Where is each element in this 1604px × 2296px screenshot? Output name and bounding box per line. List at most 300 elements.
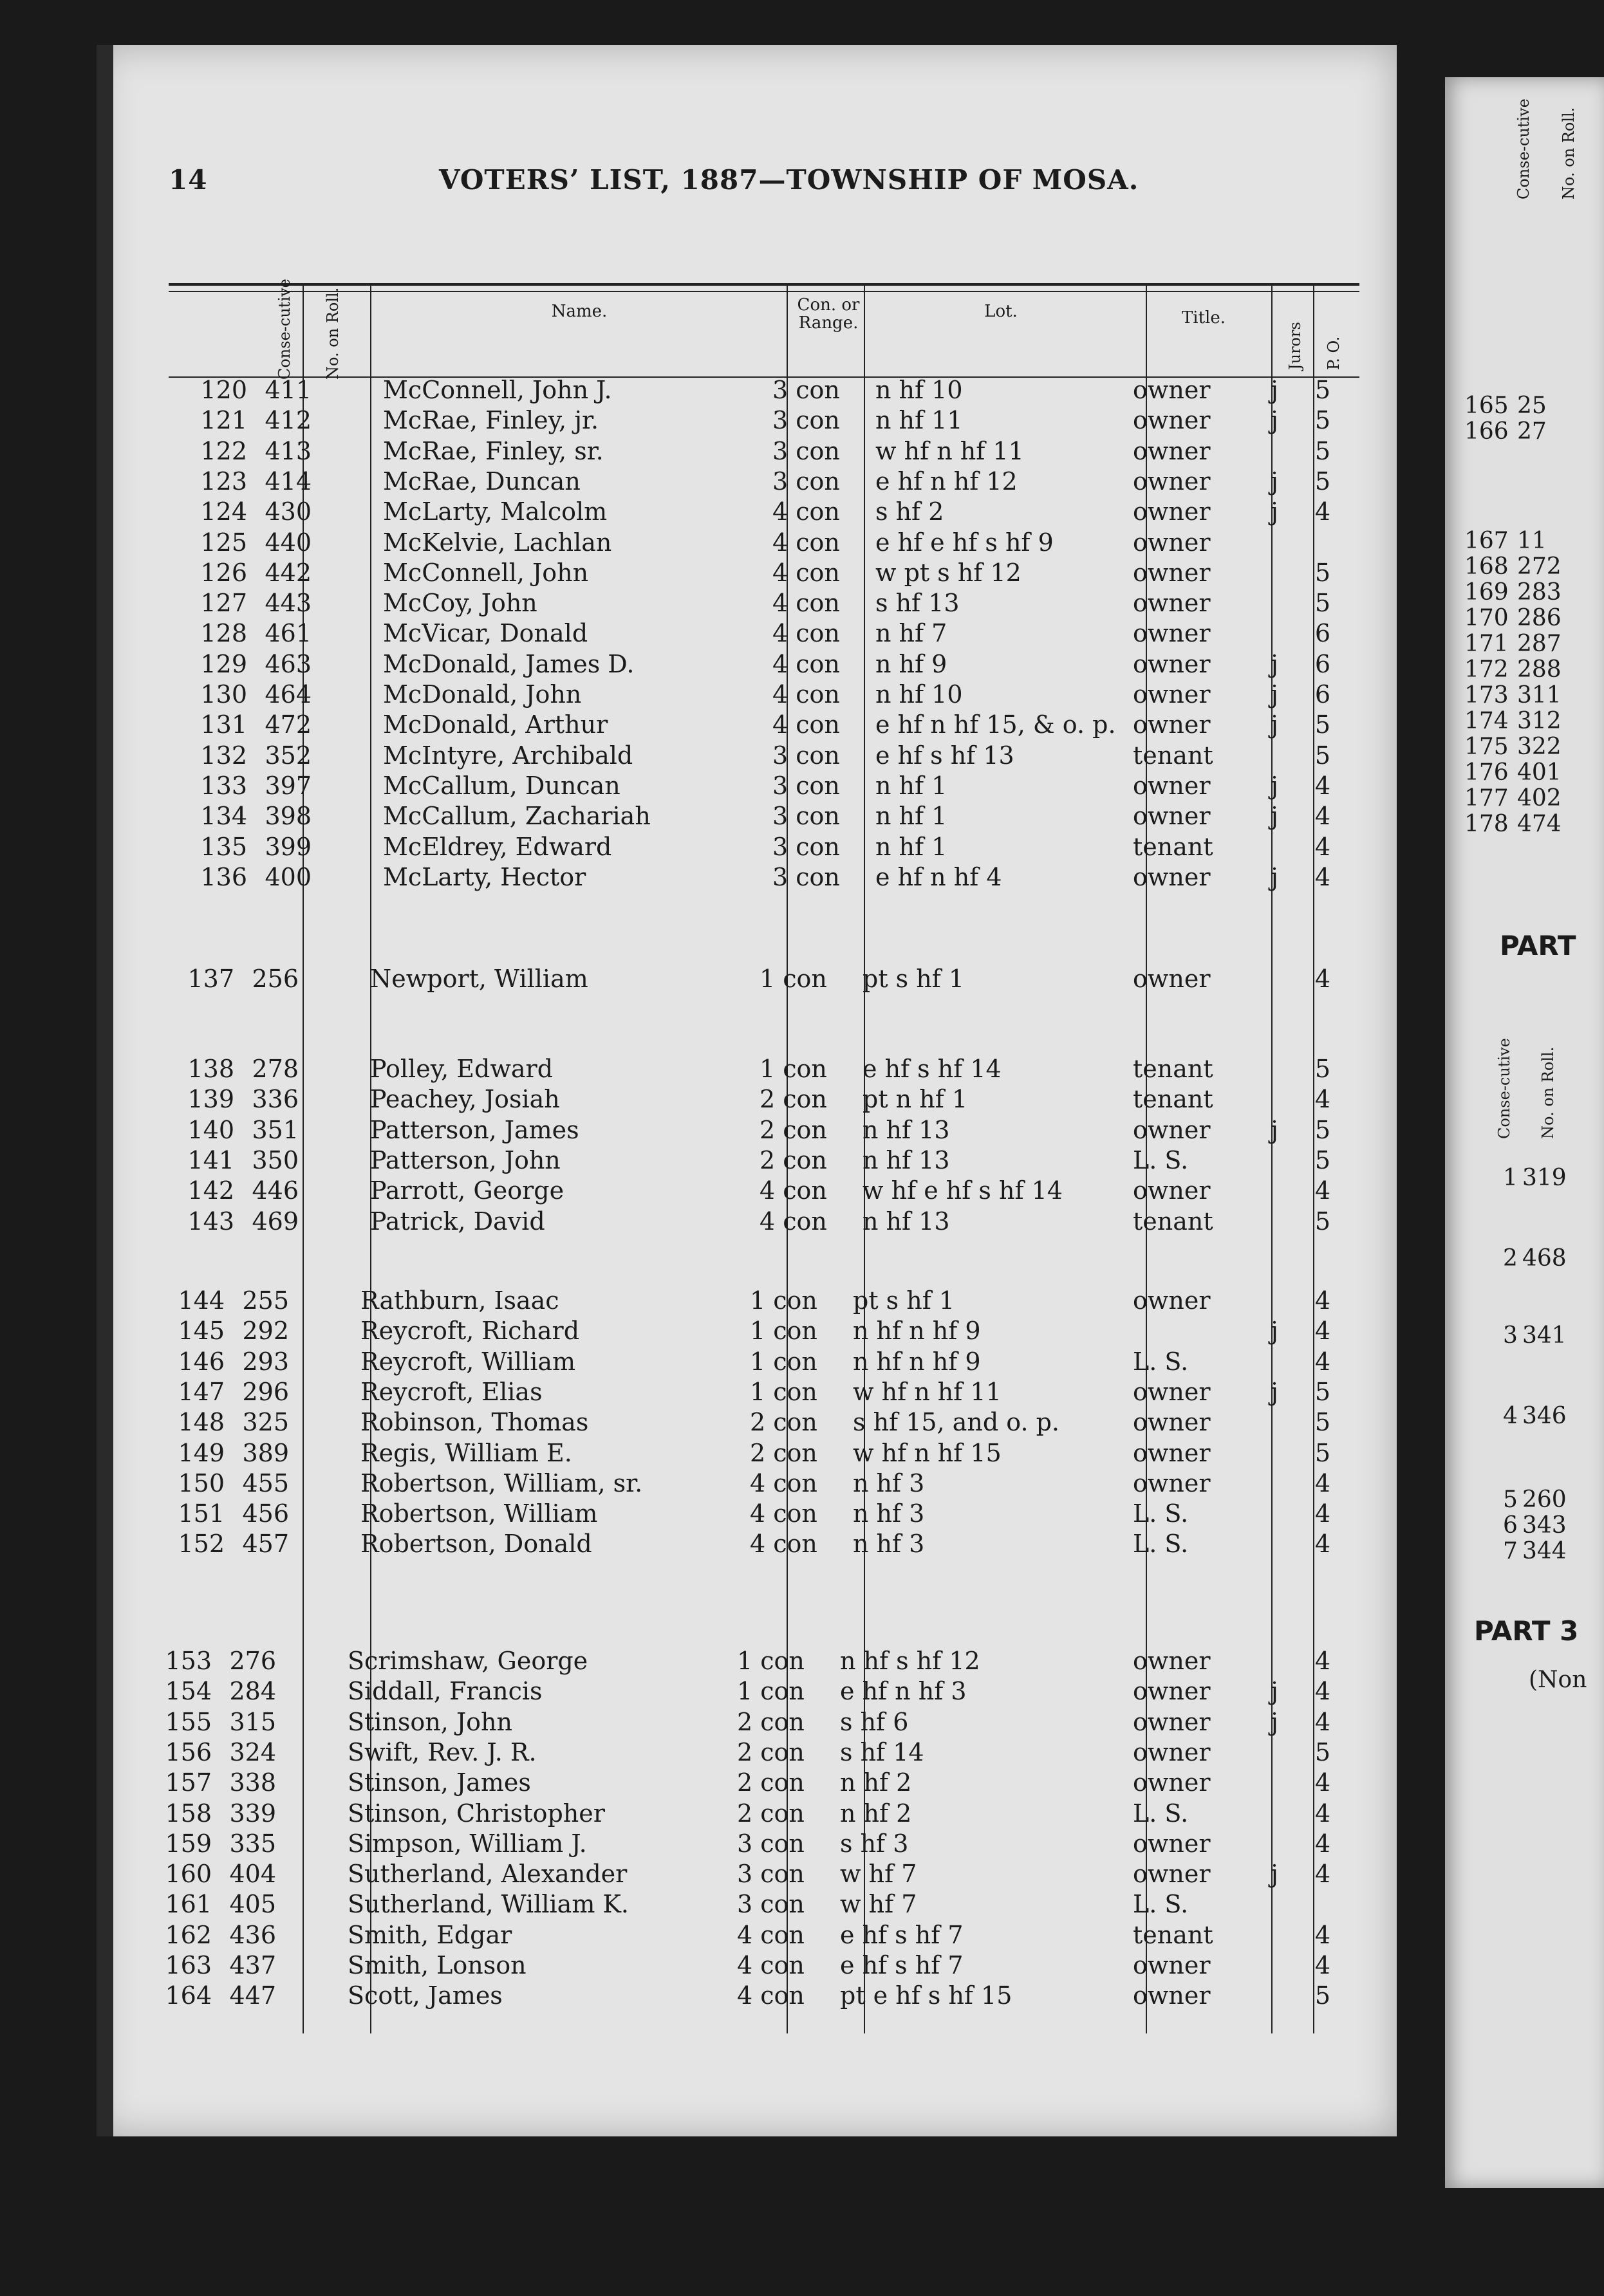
cell-po: 6 — [1314, 619, 1331, 648]
cell-n: 143 — [187, 1207, 234, 1236]
cell-con: 2 con — [760, 1145, 827, 1174]
cell-roll: 325 — [242, 1408, 289, 1437]
cell-lot: n hf 3 — [853, 1530, 925, 1559]
cell-roll: 350 — [252, 1145, 299, 1174]
rp-col-consecutive-header: Conse-cutive — [1515, 98, 1533, 199]
cell-roll: 472 — [265, 710, 312, 739]
cell-title: owner — [1133, 376, 1211, 404]
cell-roll: 256 — [252, 965, 299, 993]
cell-lot: e hf s hf 14 — [863, 1055, 1002, 1083]
rp-cell-roll: 319 — [1522, 1165, 1567, 1191]
table-row — [0, 405, 1604, 435]
cell-con: 2 con — [750, 1408, 817, 1437]
cell-po: 4 — [1314, 965, 1331, 993]
rp-cell-roll: 312 — [1517, 708, 1562, 734]
cell-title: owner — [1133, 528, 1211, 557]
cell-po: 4 — [1314, 1499, 1331, 1528]
cell-po: 5 — [1314, 1115, 1331, 1144]
cell-po: 5 — [1314, 1377, 1331, 1406]
cell-lot: w hf n hf 15 — [853, 1438, 1002, 1467]
cell-po: 4 — [1314, 1530, 1331, 1559]
cell-title: tenant — [1133, 832, 1213, 861]
cell-name: McIntyre, Archibald — [383, 741, 633, 770]
cell-n: 153 — [165, 1647, 212, 1675]
table-row — [0, 558, 1604, 588]
cell-con: 2 con — [737, 1707, 805, 1736]
cell-name: Polley, Edward — [370, 1055, 554, 1083]
cell-n: 141 — [187, 1145, 234, 1174]
cell-name: Scott, James — [348, 1981, 503, 2010]
cell-con: 4 con — [737, 1951, 805, 1979]
table-row — [0, 1499, 1604, 1528]
table-row — [0, 1859, 1604, 1889]
cell-title: L. S. — [1133, 1799, 1189, 1828]
cell-title: L. S. — [1133, 1347, 1189, 1376]
cell-po: 4 — [1314, 1799, 1331, 1828]
cell-name: Robertson, Donald — [360, 1530, 592, 1559]
rp-cell-n: 170 — [1464, 605, 1509, 631]
cell-roll: 335 — [229, 1829, 276, 1858]
table-row — [0, 1438, 1604, 1468]
cell-roll: 400 — [265, 862, 312, 891]
cell-title: owner — [1133, 802, 1211, 831]
table-row — [0, 1115, 1604, 1145]
cell-name: Smith, Lonson — [348, 1951, 527, 1979]
cell-title: L. S. — [1133, 1530, 1189, 1559]
cell-roll: 455 — [242, 1468, 289, 1497]
cell-name: McRae, Finley, jr. — [383, 406, 599, 435]
cell-lot: e hf s hf 13 — [875, 741, 1014, 770]
cell-roll: 284 — [229, 1677, 276, 1706]
rp-cell-n: 6 — [1503, 1512, 1518, 1539]
cell-po: 4 — [1314, 1677, 1331, 1706]
cell-title: owner — [1133, 436, 1211, 465]
rp-cell-n: 173 — [1464, 682, 1509, 708]
cell-con: 4 con — [772, 649, 840, 678]
cell-roll: 398 — [265, 802, 312, 831]
cell-jur: j — [1271, 376, 1278, 404]
page-header — [169, 164, 1173, 209]
cell-name: Robinson, Thomas — [360, 1408, 589, 1437]
table-row — [0, 1799, 1604, 1828]
cell-roll: 338 — [229, 1768, 276, 1797]
cell-n: 124 — [200, 497, 247, 526]
cell-po: 5 — [1314, 436, 1331, 465]
rp-cell-roll: 11 — [1517, 528, 1547, 554]
table-row — [0, 618, 1604, 648]
rp-cell-n: 165 — [1464, 393, 1509, 419]
table-row — [0, 1737, 1604, 1767]
rp-cell-n: 4 — [1503, 1403, 1518, 1429]
table-row — [0, 375, 1604, 405]
cell-n: 156 — [165, 1737, 212, 1766]
cell-title: owner — [1133, 558, 1211, 587]
cell-title: owner — [1133, 1647, 1211, 1675]
cell-con: 3 con — [772, 771, 840, 800]
cell-name: Newport, William — [370, 965, 588, 993]
rp-cell-n: 176 — [1464, 759, 1509, 786]
rp-cell-roll: 272 — [1517, 553, 1562, 580]
cell-n: 149 — [178, 1438, 225, 1467]
cell-n: 133 — [200, 771, 247, 800]
cell-n: 126 — [200, 558, 247, 587]
cell-roll: 457 — [242, 1530, 289, 1559]
col-consecutive-header: Conse-cutive — [275, 279, 294, 380]
table-row — [0, 1084, 1604, 1114]
cell-title: tenant — [1133, 1055, 1213, 1083]
cell-roll: 278 — [252, 1055, 299, 1083]
cell-n: 121 — [200, 406, 247, 435]
cell-title: owner — [1133, 1115, 1211, 1144]
table-row — [0, 588, 1604, 618]
cell-roll: 446 — [252, 1176, 299, 1205]
cell-con: 3 con — [737, 1890, 805, 1919]
cell-po: 4 — [1314, 1860, 1331, 1889]
table-row — [0, 710, 1604, 739]
cell-roll: 336 — [252, 1085, 299, 1114]
cell-po: 4 — [1314, 1176, 1331, 1205]
rp-cell-n: 5 — [1503, 1486, 1518, 1513]
cell-name: Patterson, James — [370, 1115, 579, 1144]
cell-roll: 440 — [265, 528, 312, 557]
cell-n: 151 — [178, 1499, 225, 1528]
cell-con: 2 con — [737, 1799, 805, 1828]
cell-po: 4 — [1314, 1468, 1331, 1497]
cell-name: McEldrey, Edward — [383, 832, 612, 861]
cell-title: tenant — [1133, 741, 1213, 770]
cell-con: 4 con — [772, 589, 840, 618]
cell-name: McVicar, Donald — [383, 619, 588, 648]
table-row — [0, 1676, 1604, 1706]
table-row — [0, 964, 1604, 994]
rp-part-heading-2: PART 3 — [1474, 1615, 1579, 1647]
rp-cell-roll: 401 — [1517, 759, 1562, 786]
cell-lot: n hf s hf 12 — [840, 1647, 980, 1675]
cell-con: 4 con — [737, 1981, 805, 2010]
cell-po: 4 — [1314, 497, 1331, 526]
cell-roll: 411 — [265, 376, 312, 404]
cell-roll: 413 — [265, 436, 312, 465]
cell-lot: pt n hf 1 — [863, 1085, 968, 1114]
cell-n: 158 — [165, 1799, 212, 1828]
cell-name: Stinson, Christopher — [348, 1799, 605, 1828]
cell-n: 123 — [200, 467, 247, 495]
cell-lot: s hf 13 — [875, 589, 960, 618]
cell-con: 2 con — [750, 1438, 817, 1467]
cell-title: owner — [1133, 710, 1211, 739]
cell-lot: n hf 13 — [863, 1115, 950, 1144]
table-row — [0, 741, 1604, 770]
cell-lot: e hf n hf 3 — [840, 1677, 967, 1706]
cell-jur: j — [1271, 497, 1278, 526]
rp-col-roll-header-2: No. on Roll. — [1539, 1046, 1557, 1139]
cell-jur: j — [1271, 1377, 1278, 1406]
cell-jur: j — [1271, 649, 1278, 678]
cell-con: 4 con — [737, 1920, 805, 1949]
rp-cell-roll: 402 — [1517, 785, 1562, 811]
cell-lot: n hf 10 — [875, 680, 963, 708]
cell-lot: n hf 3 — [853, 1499, 925, 1528]
table-row — [0, 467, 1604, 496]
cell-name: McDonald, Arthur — [383, 710, 608, 739]
cell-roll: 315 — [229, 1707, 276, 1736]
cell-roll: 436 — [229, 1920, 276, 1949]
cell-po: 4 — [1314, 771, 1331, 800]
cell-lot: w pt s hf 12 — [875, 558, 1021, 587]
cell-con: 4 con — [760, 1176, 827, 1205]
cell-n: 160 — [165, 1860, 212, 1889]
cell-title: owner — [1133, 649, 1211, 678]
cell-po: 4 — [1314, 862, 1331, 891]
cell-title: owner — [1133, 1951, 1211, 1979]
rp-cell-n: 171 — [1464, 631, 1509, 657]
cell-jur: j — [1271, 467, 1278, 495]
cell-roll: 443 — [265, 589, 312, 618]
cell-title: owner — [1133, 1860, 1211, 1889]
cell-roll: 352 — [265, 741, 312, 770]
cell-name: Swift, Rev. J. R. — [348, 1737, 537, 1766]
cell-title: owner — [1133, 1286, 1211, 1315]
cell-name: McCoy, John — [383, 589, 537, 618]
rp-cell-roll: 474 — [1517, 811, 1562, 837]
cell-title: owner — [1133, 497, 1211, 526]
cell-jur: j — [1271, 1677, 1278, 1706]
cell-title: owner — [1133, 1677, 1211, 1706]
cell-con: 4 con — [760, 1207, 827, 1236]
cell-lot: n hf 2 — [840, 1799, 912, 1828]
table-row — [0, 680, 1604, 709]
rp-cell-roll: 341 — [1522, 1322, 1567, 1349]
cell-con: 3 con — [772, 376, 840, 404]
cell-roll: 464 — [265, 680, 312, 708]
cell-roll: 469 — [252, 1207, 299, 1236]
cell-lot: n hf 7 — [875, 619, 947, 648]
cell-con: 3 con — [772, 862, 840, 891]
cell-con: 4 con — [772, 619, 840, 648]
cell-lot: n hf n hf 9 — [853, 1347, 981, 1376]
rp-cell-roll: 25 — [1517, 393, 1547, 419]
cell-title: owner — [1133, 1176, 1211, 1205]
cell-name: Reycroft, Richard — [360, 1317, 580, 1346]
cell-n: 161 — [165, 1890, 212, 1919]
cell-n: 150 — [178, 1468, 225, 1497]
cell-n: 155 — [165, 1707, 212, 1736]
cell-po: 4 — [1314, 1829, 1331, 1858]
cell-lot: n hf 1 — [875, 832, 947, 861]
cell-n: 138 — [187, 1055, 234, 1083]
cell-n: 163 — [165, 1951, 212, 1979]
cell-lot: e hf s hf 7 — [840, 1920, 964, 1949]
cell-po: 5 — [1314, 741, 1331, 770]
rp-cell-n: 3 — [1503, 1322, 1518, 1349]
table-row — [0, 1889, 1604, 1919]
cell-roll: 442 — [265, 558, 312, 587]
cell-n: 135 — [200, 832, 247, 861]
table-row — [0, 1286, 1604, 1315]
cell-con: 1 con — [760, 965, 827, 993]
rp-cell-roll: 468 — [1522, 1245, 1567, 1272]
cell-jur: j — [1271, 1115, 1278, 1144]
cell-po: 5 — [1314, 589, 1331, 618]
cell-lot: pt s hf 1 — [863, 965, 965, 993]
cell-po: 5 — [1314, 1408, 1331, 1437]
table-row — [0, 862, 1604, 892]
cell-con: 1 con — [760, 1055, 827, 1083]
table-row — [0, 801, 1604, 831]
table-row — [0, 1529, 1604, 1559]
rp-cell-roll: 311 — [1517, 682, 1562, 708]
cell-n: 134 — [200, 802, 247, 831]
cell-con: 3 con — [772, 832, 840, 861]
cell-n: 159 — [165, 1829, 212, 1858]
cell-n: 137 — [187, 965, 234, 993]
cell-n: 145 — [178, 1317, 225, 1346]
cell-title: L. S. — [1133, 1890, 1189, 1919]
cell-name: McLarty, Malcolm — [383, 497, 608, 526]
cell-con: 4 con — [772, 528, 840, 557]
cell-n: 122 — [200, 436, 247, 465]
cell-lot: n hf 9 — [875, 649, 947, 678]
cell-jur: j — [1271, 1707, 1278, 1736]
rp-cell-roll: 27 — [1517, 418, 1547, 445]
cell-n: 129 — [200, 649, 247, 678]
cell-name: Patrick, David — [370, 1207, 545, 1236]
cell-con: 2 con — [737, 1737, 805, 1766]
table-row — [0, 1347, 1604, 1376]
right-page — [1445, 77, 1604, 2188]
cell-roll: 463 — [265, 649, 312, 678]
cell-con: 1 con — [750, 1317, 817, 1346]
cell-con: 1 con — [737, 1677, 805, 1706]
cell-lot: n hf 1 — [875, 802, 947, 831]
cell-title: owner — [1133, 1377, 1211, 1406]
cell-jur: j — [1271, 406, 1278, 435]
cell-con: 3 con — [737, 1829, 805, 1858]
cell-name: Peachey, Josiah — [370, 1085, 560, 1114]
cell-po: 4 — [1314, 802, 1331, 831]
cell-title: owner — [1133, 1438, 1211, 1467]
table-row — [0, 1377, 1604, 1407]
cell-name: McCallum, Duncan — [383, 771, 620, 800]
rp-cell-roll: 288 — [1517, 656, 1562, 683]
cell-n: 162 — [165, 1920, 212, 1949]
cell-lot: e hf n hf 15, & o. p. — [875, 710, 1116, 739]
cell-title: owner — [1133, 680, 1211, 708]
rp-col-roll-header: No. on Roll. — [1560, 107, 1578, 199]
header-rule-thin — [169, 291, 1359, 292]
cell-jur: j — [1271, 710, 1278, 739]
cell-po: 5 — [1314, 558, 1331, 587]
page-number: 14 — [169, 164, 208, 196]
cell-lot: n hf 13 — [863, 1207, 950, 1236]
cell-name: Regis, William E. — [360, 1438, 572, 1467]
cell-lot: w hf 7 — [840, 1860, 917, 1889]
cell-jur: j — [1271, 1317, 1278, 1346]
cell-po: 5 — [1314, 1981, 1331, 2010]
col-title-header: Title. — [1181, 308, 1226, 328]
cell-n: 157 — [165, 1768, 212, 1797]
cell-name: Stinson, John — [348, 1707, 512, 1736]
cell-title: owner — [1133, 862, 1211, 891]
cell-title: owner — [1133, 965, 1211, 993]
cell-po: 4 — [1314, 1707, 1331, 1736]
cell-po: 6 — [1314, 649, 1331, 678]
rp-cell-n: 167 — [1464, 528, 1509, 554]
cell-con: 4 con — [750, 1530, 817, 1559]
cell-po: 5 — [1314, 1145, 1331, 1174]
cell-con: 1 con — [750, 1377, 817, 1406]
cell-name: Sutherland, Alexander — [348, 1860, 628, 1889]
rp-cell-n: 1 — [1503, 1165, 1518, 1191]
cell-n: 147 — [178, 1377, 225, 1406]
col-name-header: Name. — [551, 302, 608, 321]
cell-po: 5 — [1314, 1055, 1331, 1083]
rp-cell-roll: 344 — [1522, 1538, 1567, 1564]
cell-name: Rathburn, Isaac — [360, 1286, 559, 1315]
cell-lot: s hf 2 — [875, 497, 944, 526]
cell-con: 3 con — [772, 406, 840, 435]
cell-po: 5 — [1314, 1207, 1331, 1236]
cell-name: McConnell, John — [383, 558, 589, 587]
col-lot-header: Lot. — [984, 302, 1018, 321]
cell-po: 4 — [1314, 1286, 1331, 1315]
cell-lot: pt s hf 1 — [853, 1286, 955, 1315]
cell-name: McRae, Finley, sr. — [383, 436, 604, 465]
cell-name: McKelvie, Lachlan — [383, 528, 612, 557]
cell-po: 4 — [1314, 1347, 1331, 1376]
cell-name: Scrimshaw, George — [348, 1647, 588, 1675]
cell-roll: 461 — [265, 619, 312, 648]
cell-con: 3 con — [772, 741, 840, 770]
cell-name: Parrott, George — [370, 1176, 564, 1205]
rp-cell-n: 2 — [1503, 1245, 1518, 1272]
cell-title: owner — [1133, 589, 1211, 618]
cell-title: owner — [1133, 1829, 1211, 1858]
cell-title: owner — [1133, 1468, 1211, 1497]
rp-non-note: (Non — [1529, 1667, 1587, 1693]
rp-cell-roll: 283 — [1517, 579, 1562, 606]
cell-title: owner — [1133, 1768, 1211, 1797]
cell-lot: s hf 3 — [840, 1829, 909, 1858]
cell-po: 5 — [1314, 376, 1331, 404]
cell-po: 4 — [1314, 1951, 1331, 1979]
rp-cell-roll: 343 — [1522, 1512, 1567, 1539]
cell-po: 5 — [1314, 406, 1331, 435]
cell-roll: 456 — [242, 1499, 289, 1528]
col-po-header: P. O. — [1325, 336, 1343, 370]
cell-title: tenant — [1133, 1085, 1213, 1114]
cell-jur: j — [1271, 862, 1278, 891]
cell-name: Robertson, William — [360, 1499, 598, 1528]
cell-n: 128 — [200, 619, 247, 648]
cell-n: 120 — [200, 376, 247, 404]
cell-name: McDonald, James D. — [383, 649, 635, 678]
rp-part-heading: PART — [1500, 930, 1576, 961]
cell-po: 6 — [1314, 680, 1331, 708]
cell-jur: j — [1271, 1860, 1278, 1889]
cell-con: 4 con — [750, 1468, 817, 1497]
cell-lot: w hf e hf s hf 14 — [863, 1176, 1063, 1205]
cell-n: 127 — [200, 589, 247, 618]
rp-col-consecutive-header-2: Conse-cutive — [1495, 1038, 1513, 1139]
table-row — [0, 1176, 1604, 1205]
cell-lot: s hf 14 — [840, 1737, 924, 1766]
rp-cell-n: 178 — [1464, 811, 1509, 837]
table-row — [0, 1646, 1604, 1676]
cell-title: owner — [1133, 467, 1211, 495]
page-title: VOTERS’ LIST, 1887—TOWNSHIP OF MOSA. — [439, 164, 1139, 196]
cell-lot: w hf n hf 11 — [853, 1377, 1002, 1406]
